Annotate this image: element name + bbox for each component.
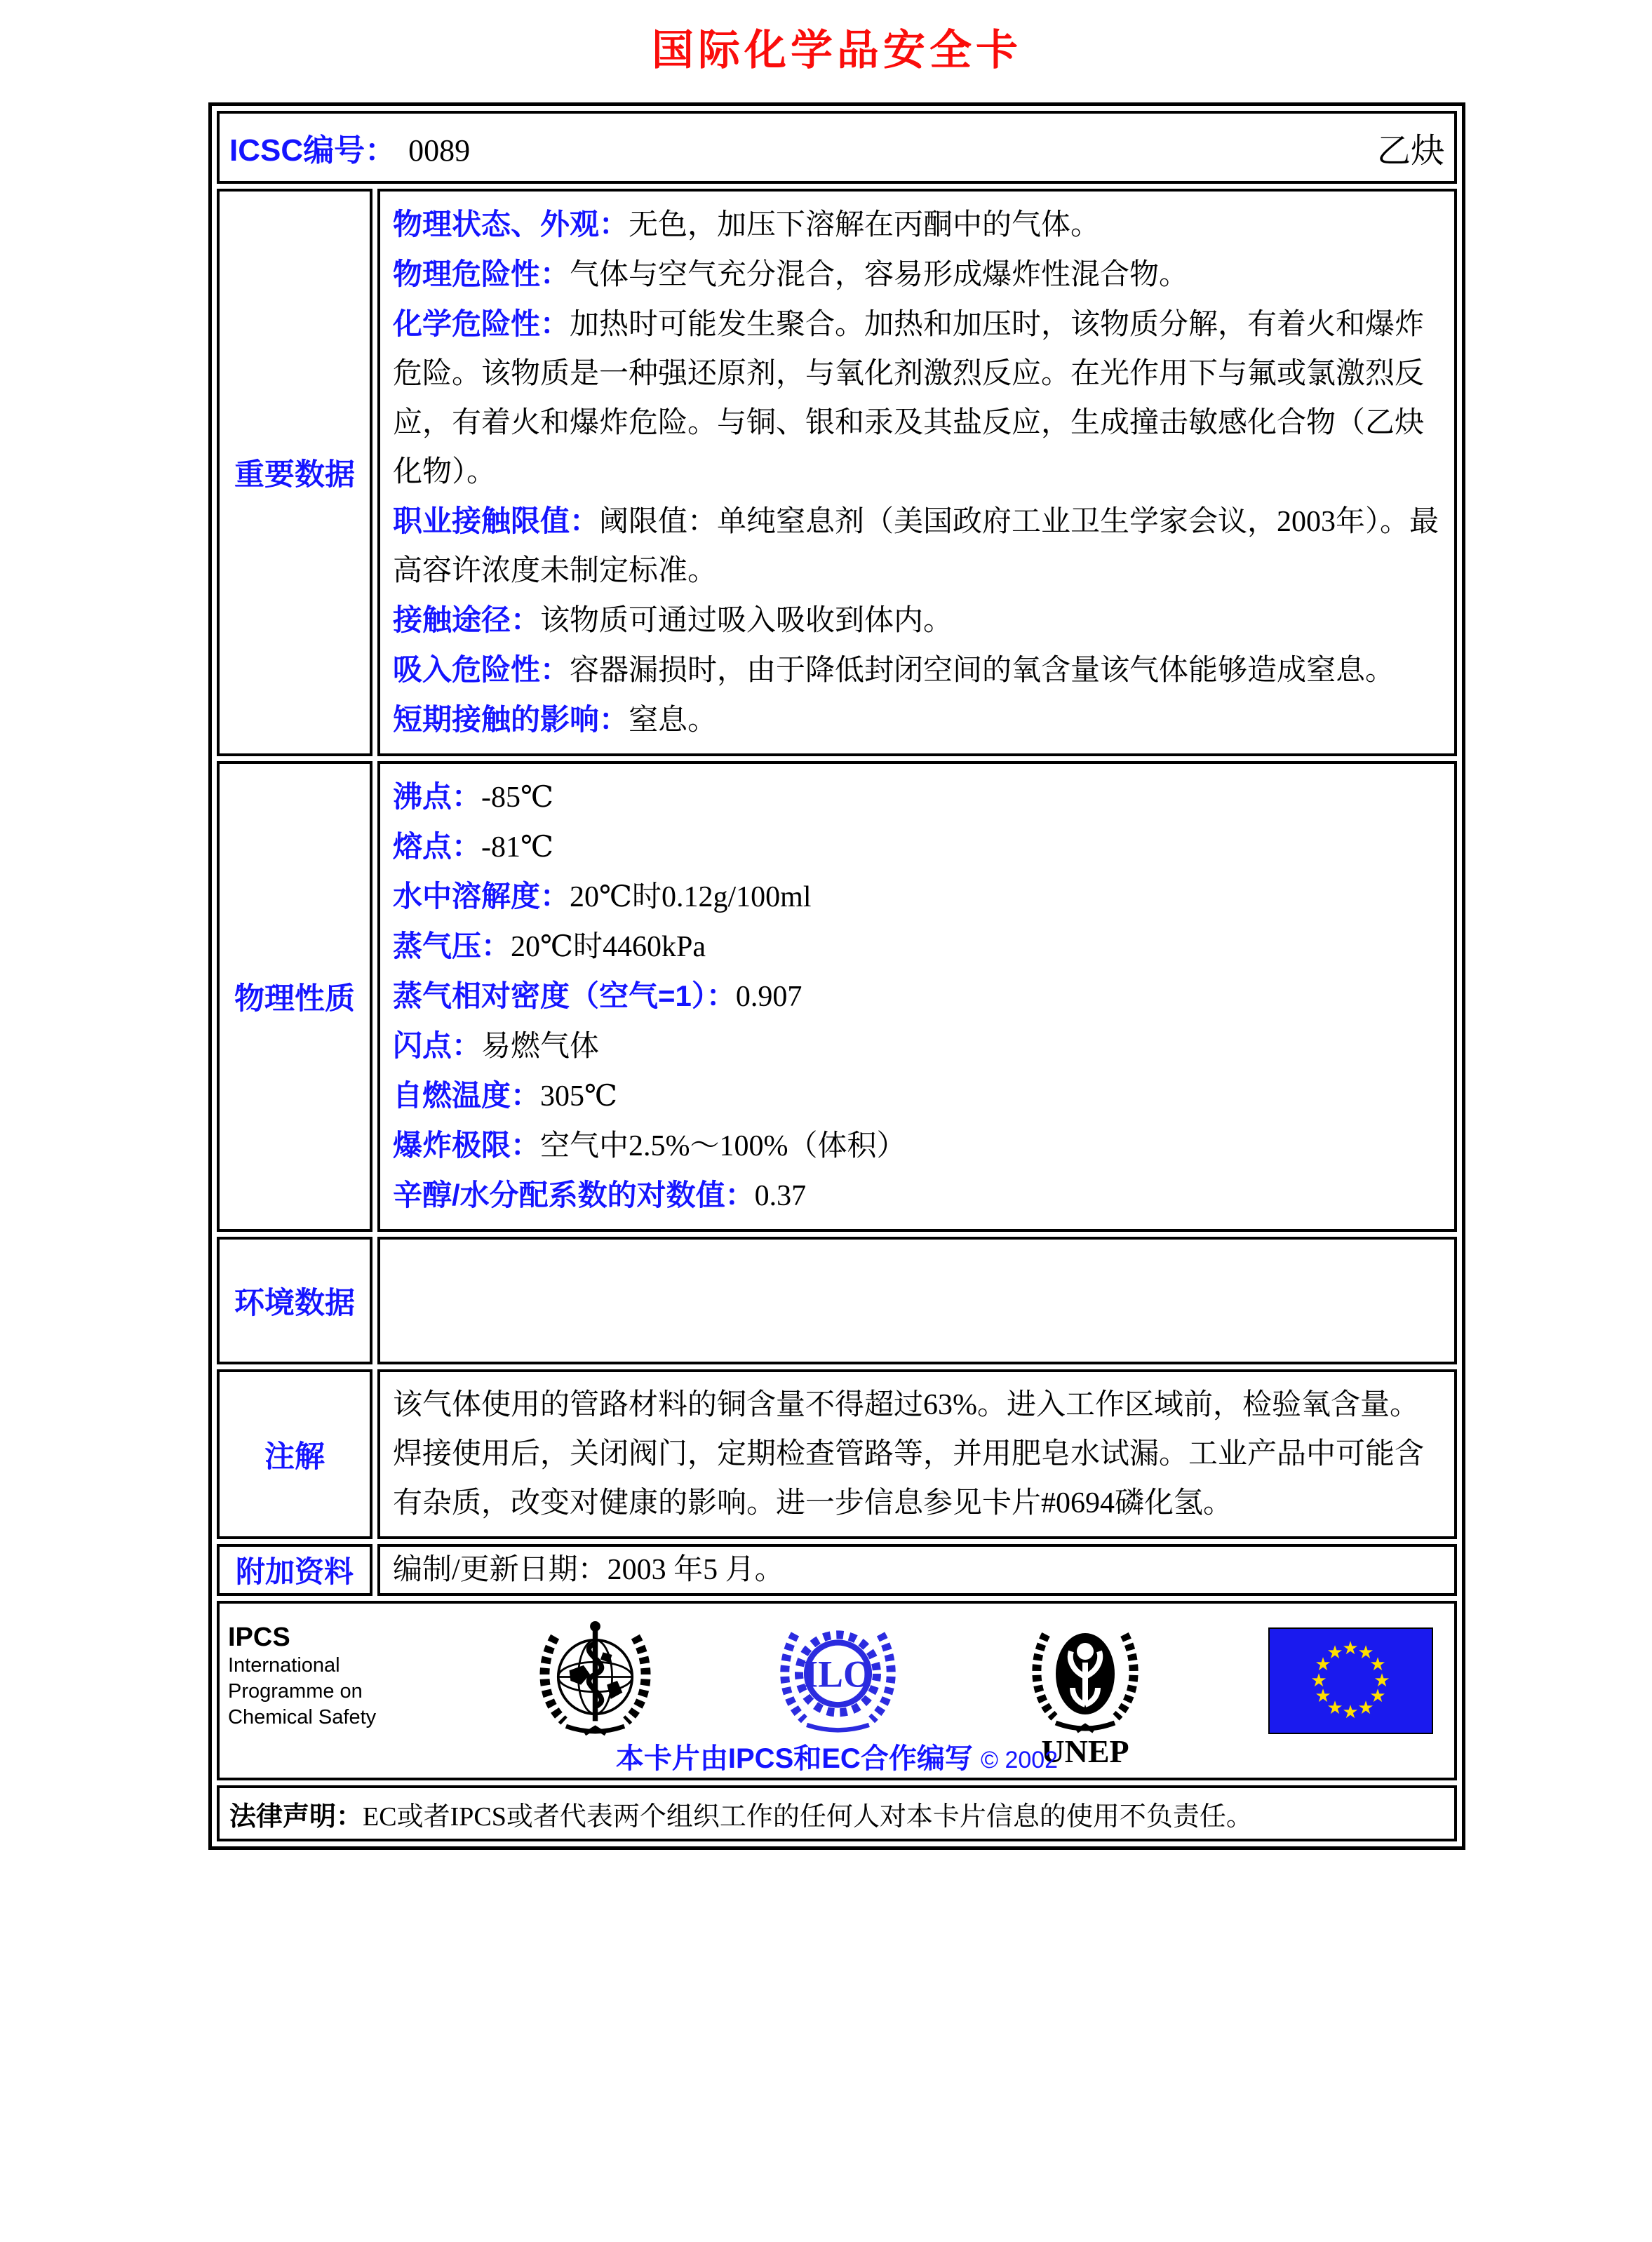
field-value: 20℃时4460kPa [511,931,706,963]
icsc-number-label: ICSC编号： [229,133,396,168]
notes-row [217,1369,1457,1539]
ilo-logo-text: ILO [803,1653,873,1696]
field-label: 水中溶解度： [393,880,570,913]
field-label: 吸入危险性： [393,653,570,686]
field-line [393,872,1442,922]
section-label-important-data: 重要数据 [217,189,372,756]
icsc-number-group [229,125,470,170]
svg-text:★: ★ [1357,1698,1374,1718]
section-label-additional-info: 附加资料 [217,1544,372,1596]
environmental-data-row [217,1237,1457,1364]
logos-cell [217,1601,1457,1780]
svg-text:★: ★ [1369,1654,1386,1674]
field-line [393,250,1442,300]
field-label: 接触途径： [393,603,541,636]
legal-text: EC或者IPCS或者代表两个组织工作的任何人对本卡片信息的使用不负责任。 [363,1801,1253,1832]
ipcs-line-3: Chemical Safety [228,1706,377,1729]
card-container [208,13,1465,1850]
eu-flag [1268,1612,1433,1738]
field-label: 物理危险性： [393,257,570,290]
field-label: 职业接触限值： [393,504,600,537]
header-cell [217,111,1457,184]
field-line [393,972,1442,1021]
field-label: 辛醇/水分配系数的对数值： [393,1179,755,1211]
field-line [393,822,1442,872]
section-label-notes: 注解 [217,1369,372,1539]
field-value: -81℃ [481,831,553,864]
legal-cell [217,1785,1457,1841]
section-content-physical-properties [377,761,1457,1232]
logos-row [217,1601,1457,1780]
svg-text:★: ★ [1369,1686,1386,1706]
field-line [393,300,1442,497]
field-value: 空气中2.5%～100%（体积） [540,1130,906,1162]
cooperation-caption [220,1736,1454,1776]
ipcs-line-1: International [228,1654,340,1677]
field-value: 容器漏损时，由于降低封闭空间的氧含量该气体能够造成窒息。 [570,655,1395,687]
section-content-environmental-data [377,1237,1457,1364]
field-value: 气体与空气充分混合，容易形成爆炸性混合物。 [570,259,1189,291]
field-label: 闪点： [393,1029,482,1062]
ipcs-line-2: Programme on [228,1680,363,1703]
field-value: 无色，加压下溶解在丙酮中的气体。 [629,209,1101,241]
field-label: 熔点： [393,830,482,863]
field-label: 爆炸极限： [393,1129,541,1162]
field-line [393,200,1442,250]
field-value: 0.37 [754,1180,807,1212]
field-value: 加热时可能发生聚合。加热和加压时，该物质分解，有着火和爆炸危险。该物质是一种强还原剂，与氧化剂激烈反应。在光作用下与氟或氯激烈反应，有着火和爆炸危险。与铜、银和汞及其盐反应，生成撞击敏感化合物（乙炔化物）。 [393,309,1425,488]
field-line [393,1171,1442,1221]
additional-info-row [217,1544,1457,1596]
svg-text:★: ★ [1315,1686,1331,1706]
svg-text:★: ★ [1374,1670,1390,1691]
field-label: 蒸气相对密度（空气=1）： [393,979,736,1012]
ipcs-title: IPCS [228,1623,290,1652]
field-line [393,922,1442,972]
field-value: -85℃ [481,781,553,814]
field-label: 短期接触的影响： [393,703,629,736]
field-line [393,497,1442,596]
field-value: 阈限值：单纯窒息剂（美国政府工业卫生学家会议，2003年）。最高容许浓度未制定标准。 [393,506,1439,587]
field-value: 易燃气体 [481,1031,600,1063]
ipcs-text-block [228,1612,417,1731]
field-value: 305℃ [540,1080,617,1113]
svg-text:★: ★ [1327,1642,1343,1663]
section-label-environmental-data: 环境数据 [217,1237,372,1364]
field-line [393,1071,1442,1121]
svg-text:★: ★ [1357,1642,1374,1663]
icsc-table [208,102,1465,1850]
field-line [393,1021,1442,1071]
svg-text:★: ★ [1327,1698,1343,1718]
field-value: 20℃时0.12g/100ml [570,881,812,913]
field-line [393,645,1442,695]
section-content-additional-info [377,1544,1457,1596]
field-value: 窒息。 [629,704,718,737]
chemical-name: 乙炔 [1376,132,1444,170]
svg-text:★: ★ [1310,1670,1327,1691]
field-value: 0.907 [735,981,803,1013]
legal-label: 法律声明： [229,1801,363,1832]
physical-properties-row [217,761,1457,1232]
ilo-logo [773,1612,903,1745]
field-label: 沸点： [393,780,482,813]
field-value: 编制/更新日期：2003 年5 月。 [393,1554,784,1586]
field-line [393,1550,1442,1590]
important-data-row [217,189,1457,756]
svg-text:★: ★ [1342,1702,1359,1722]
field-label: 物理状态、外观： [393,208,629,241]
section-label-physical-properties: 物理性质 [217,761,372,1232]
legal-row [217,1785,1457,1841]
copyright-text: © 2002 [980,1747,1059,1773]
unep-logo-text: UNEP [1041,1733,1129,1769]
caption-text: 本卡片由IPCS和EC合作编写 [615,1743,973,1774]
field-line [393,1121,1442,1171]
field-line [393,596,1442,645]
icsc-number-value: 0089 [408,133,471,168]
section-content-important-data [377,189,1457,756]
field-label: 自燃温度： [393,1079,541,1112]
field-line [393,1381,1442,1528]
svg-text:★: ★ [1315,1654,1331,1674]
field-label: 化学危险性： [393,307,570,340]
page-title: 国际化学品安全卡 [652,26,1022,75]
field-line [393,695,1442,745]
header-row [217,111,1457,184]
field-label: 蒸气压： [393,929,511,962]
section-content-notes [377,1369,1457,1539]
field-line [393,772,1442,822]
who-logo [530,1612,660,1745]
field-value: 该气体使用的管路材料的铜含量不得超过63%。进入工作区域前，检验氧含量。焊接使用后，关闭阀门，定期检查管路等，并用肥皂水试漏。工业产品中可能含有杂质，改变对健康的影响。进一步信息参见卡片#0694磷化氢。 [393,1389,1425,1519]
svg-text:★: ★ [1342,1638,1359,1658]
field-value: 该物质可通过吸入吸收到体内。 [540,605,953,637]
